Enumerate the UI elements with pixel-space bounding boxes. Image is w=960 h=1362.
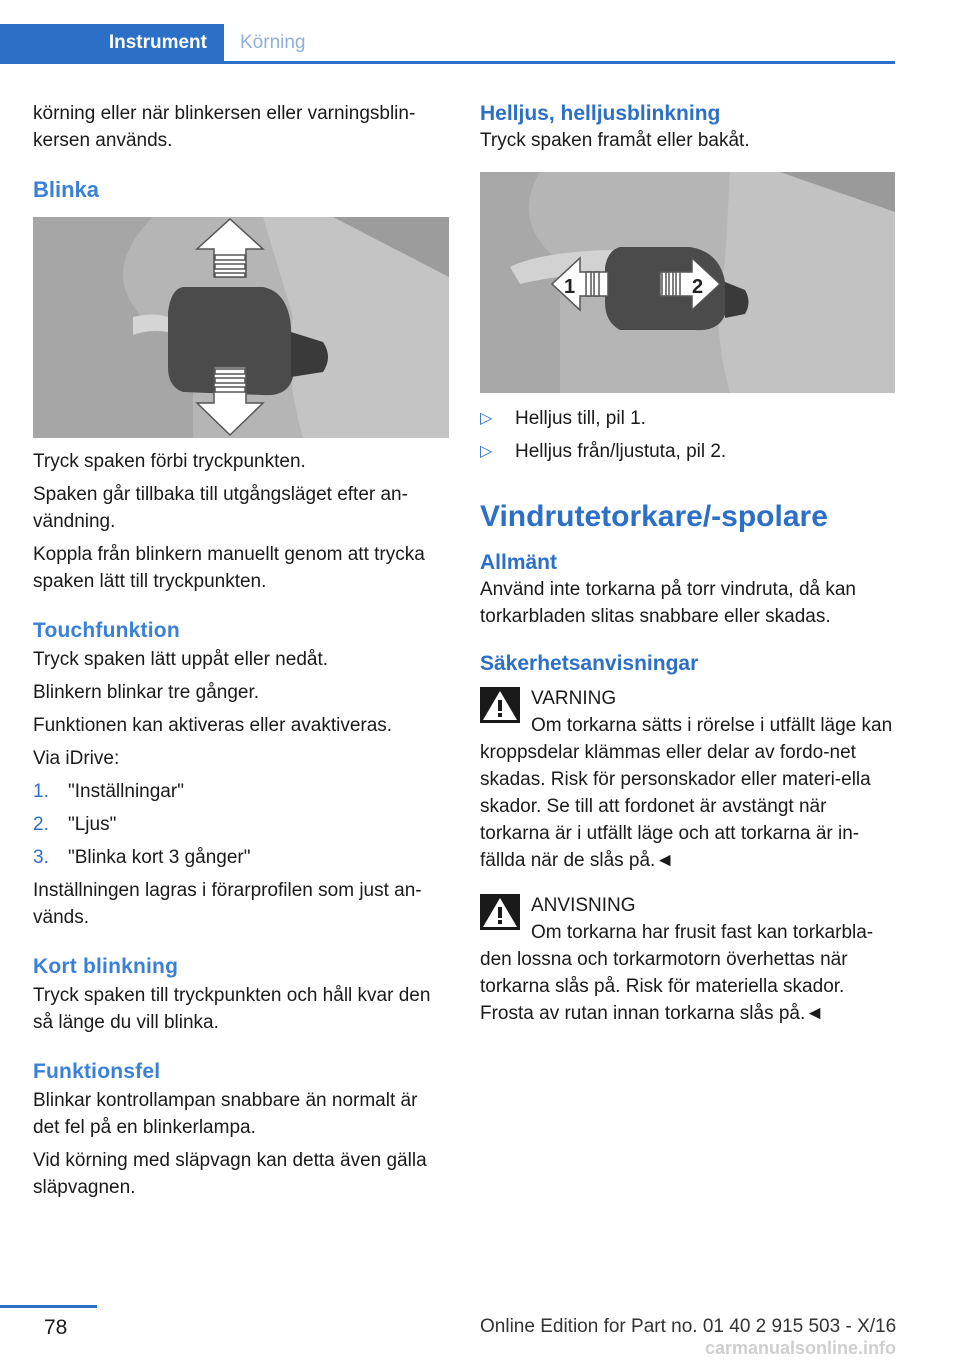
touch-p3: Funktionen kan aktiveras eller avaktiveras. — [33, 715, 393, 736]
stalk-illustration-vertical — [33, 217, 449, 438]
blinka-p2: Spaken går tillbaka till utgångsläget efter an-vändning. — [33, 484, 408, 532]
touch-p5: Inställningen lagras i förarprofilen som just an-vänds. — [33, 880, 422, 928]
page-number: 78 — [44, 1316, 68, 1339]
fel-p2: Vid körning med släpvagn kan detta även gälla släpvagnen. — [33, 1150, 427, 1198]
blinka-p3: Koppla från blinkern manuellt genom att trycka spaken lätt till tryckpunkten. — [33, 544, 425, 592]
touch-p1: Tryck spaken lätt uppåt eller nedåt. — [33, 649, 329, 670]
allmant-heading: Allmänt — [480, 551, 558, 574]
helljus-heading: Helljus, helljusblinkning — [480, 102, 721, 125]
watermark: carmanualsonline.info — [705, 1338, 897, 1358]
kort-blinkning-heading: Kort blinkning — [33, 955, 179, 978]
list-item: ▷ Helljus från/ljustuta, pil 2. — [480, 441, 727, 462]
blinka-p1: Tryck spaken förbi tryckpunkten. — [33, 451, 306, 472]
touch-p4: Via iDrive: — [33, 748, 120, 769]
kort-p1: Tryck spaken till tryckpunkten och håll kvar den så länge du vill blinka. — [33, 985, 431, 1033]
warning-text: Om torkarna sätts i rörelse i utfällt läge kan kroppsdelar klämmas eller delar av fordo-net skadas. Risk för personskador eller materi-ella skador. Se till att fordonet är avstängt när torkarna är i utfällt läge och att torkarna är in-fällda när de slås på.◄ — [480, 715, 893, 871]
list-item: 1. "Inställningar" — [33, 781, 184, 802]
notice-triangle-icon — [480, 894, 520, 930]
right-column — [480, 100, 895, 1033]
idrive-steps — [33, 778, 449, 871]
list-item: 3. "Blinka kort 3 gånger" — [33, 847, 251, 868]
blinka-heading: Blinka — [33, 177, 100, 202]
wiper-heading: Vindrutetorkare/-spolare — [480, 500, 828, 533]
list-item: ▷ Helljus till, pil 1. — [480, 408, 646, 429]
warning-block — [480, 685, 895, 712]
footer-rule — [0, 1305, 97, 1308]
fel-p1: Blinkar kontrollampan snabbare än normalt är det fel på en blinkerlampa. — [33, 1090, 418, 1138]
notice-title: ANVISNING — [531, 895, 636, 916]
turn-signal-stalk-image — [33, 217, 449, 438]
warning-triangle-icon — [480, 687, 520, 723]
notice-block — [480, 892, 895, 919]
notice-text: Om torkarna har frusit fast kan torkarbla-den lossna och torkarmotorn överhettas när torkarna slås på. Risk för materiella skador. Frosta av rutan innan torkarna slås på.◄ — [480, 922, 874, 1024]
arrow-label-1: 1 — [564, 276, 576, 298]
touchfunktion-heading: Touchfunktion — [33, 619, 180, 642]
stalk-illustration-horizontal — [480, 172, 895, 393]
touch-p2: Blinkern blinkar tre gånger. — [33, 682, 260, 703]
intro-text: körning eller när blinkersen eller varningsblin-kersen används. — [33, 103, 416, 151]
tab-korning[interactable]: Körning — [240, 32, 306, 53]
list-item: 2. "Ljus" — [33, 814, 117, 835]
online-edition: Online Edition for Part no. 01 40 2 915 503 - X/16 — [480, 1316, 897, 1337]
funktionsfel-heading: Funktionsfel — [33, 1060, 161, 1083]
tab-instrument[interactable]: Instrument — [0, 24, 224, 61]
allmant-p1: Använd inte torkarna på torr vindruta, då kan torkarbladen slitas snabbare eller skadas. — [480, 579, 857, 627]
arrow-label-2: 2 — [692, 276, 704, 298]
header-tabbar — [0, 24, 895, 64]
left-column — [33, 100, 449, 1207]
helljus-list — [480, 405, 895, 465]
sakerhet-heading: Säkerhetsanvisningar — [480, 652, 699, 675]
high-beam-stalk-image — [480, 172, 895, 393]
warning-title: VARNING — [531, 688, 617, 709]
helljus-p1: Tryck spaken framåt eller bakåt. — [480, 130, 750, 151]
